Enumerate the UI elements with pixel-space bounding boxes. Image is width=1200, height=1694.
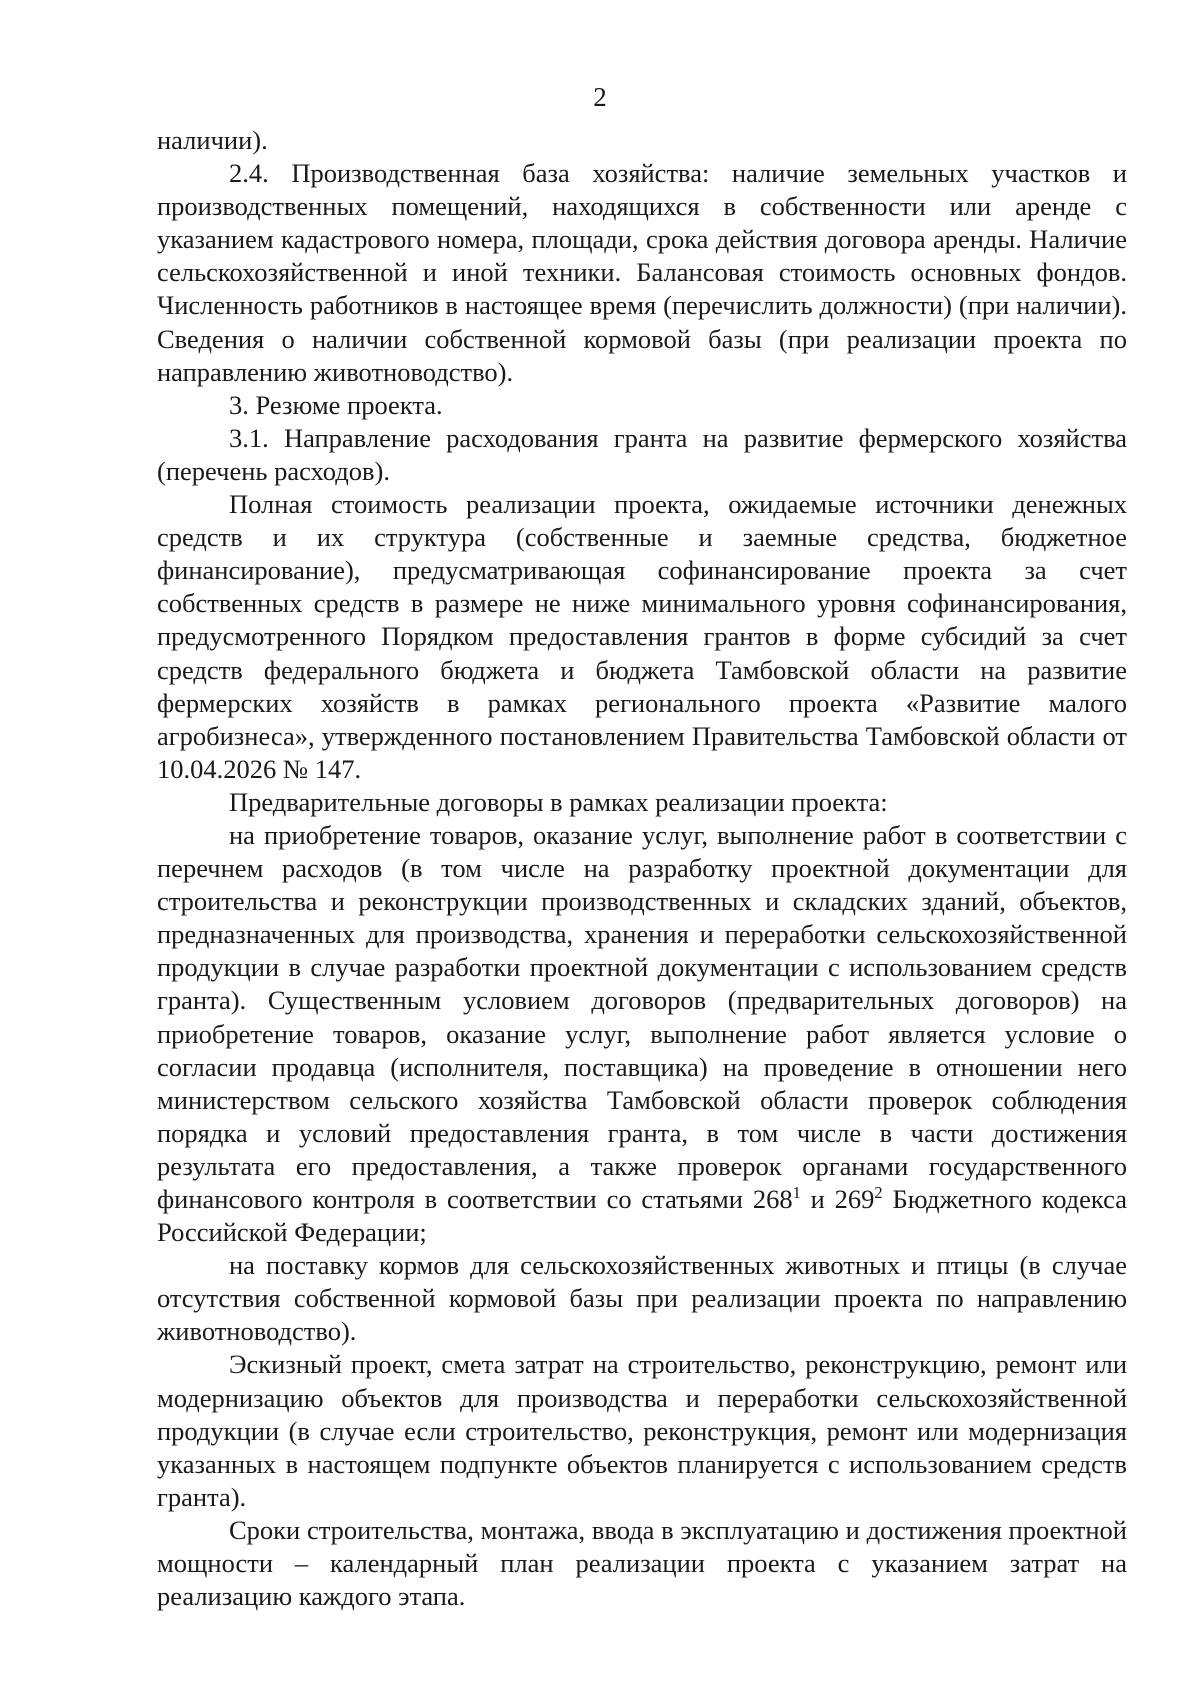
paragraph-construction-timeline: Сроки строительства, монтажа, ввода в эксплуатацию и достижения проектной мощности – календарный план реализации проекта с указанием затрат на реализацию каждого этапа. — [157, 1514, 1127, 1612]
paragraph-goods-text-a: на приобретение товаров, оказание услуг, выполнение работ в соответствии с перечнем расходов (в том числе на разработку проектной документации для строительства и реконструкции производственных и складских зданий, объектов, предназначенных для производства, хранения и переработки сельскохозяйственной продукции в случае разработки проектной документации с использованием средств гранта). Существенным условием договоров (предварительных договоров) на приобретение товаров, оказание услуг, выполнение работ является условие о согласии продавца (исполнителя, поставщика) на проведение в отношении него министерством сельского хозяйства Тамбовской области проверок соблюдения порядка и условий предоставления гранта, в том числе в части достижения результата его предоставления, а также проверок органами государственного финансового контроля в соответствии со статьями 268 — [157, 819, 1127, 1214]
superscript-1: 1 — [792, 1182, 801, 1202]
paragraph-3-project-summary-heading: 3. Резюме проекта. — [229, 389, 443, 420]
paragraph-3-1-grant-spending: 3.1. Направление расходования гранта на развитие фермерского хозяйства (перечень расходов). — [157, 422, 1127, 486]
paragraph-goods-text-c: Бюджетного кодекса Российской Федерации; — [157, 1184, 1127, 1248]
paragraph-goods-text-b: и 269 — [800, 1184, 875, 1214]
paragraph-2-4-production-base: 2.4. Производственная база хозяйства: наличие земельных участков и производственных помещений, находящихся в собственности или аренде с указанием кадастрового номера, площади, срока действия договора аренды. Наличие сельскохозяйственной и иной техники. Балансовая стоимость основных фондов. Численность работников в настоящее время (перечислить должности) (при наличии). Сведения о наличии собственной кормовой базы (при реализации проекта по направлению животноводство). — [157, 158, 1127, 387]
document-body — [157, 124, 1127, 1613]
paragraph-full-project-cost: Полная стоимость реализации проекта, ожидаемые источники денежных средств и их структура (собственные и заемные средства, бюджетное финансирование), предусматривающая софинансирование проекта за счет собственных средств в размере не ниже минимального уровня софинансирования, предусмотренного Порядком предоставления грантов в форме субсидий за счет средств федерального бюджета и бюджета Тамбовской области на развитие фермерских хозяйств в рамках регионального проекта «Развитие малого агробизнеса», утвержденного постановлением Правительства Тамбовской области от 10.04.2026 № 147. — [157, 489, 1127, 784]
paragraph-preliminary-contracts: Предварительные договоры в рамках реализации проекта: — [229, 786, 888, 817]
page-number: 2 — [593, 82, 607, 112]
paragraph-feed-supply: на поставку кормов для сельскохозяйственных животных и птицы (в случае отсутствия собственной кормовой базы при реализации проекта по направлению животноводство). — [157, 1250, 1127, 1347]
paragraph-sketch-project: Эскизный проект, смета затрат на строительство, реконструкцию, ремонт или модернизацию объектов для производства и переработки сельскохозяйственной продукции (в случае если строительство, реконструкция, ремонт или модернизация указанных в настоящем подпункте объектов планируется с использованием средств гранта). — [157, 1349, 1127, 1512]
paragraph-continuation: наличии). — [157, 125, 268, 155]
superscript-2: 2 — [874, 1182, 883, 1202]
paragraph-goods-services-works — [157, 819, 1127, 1249]
